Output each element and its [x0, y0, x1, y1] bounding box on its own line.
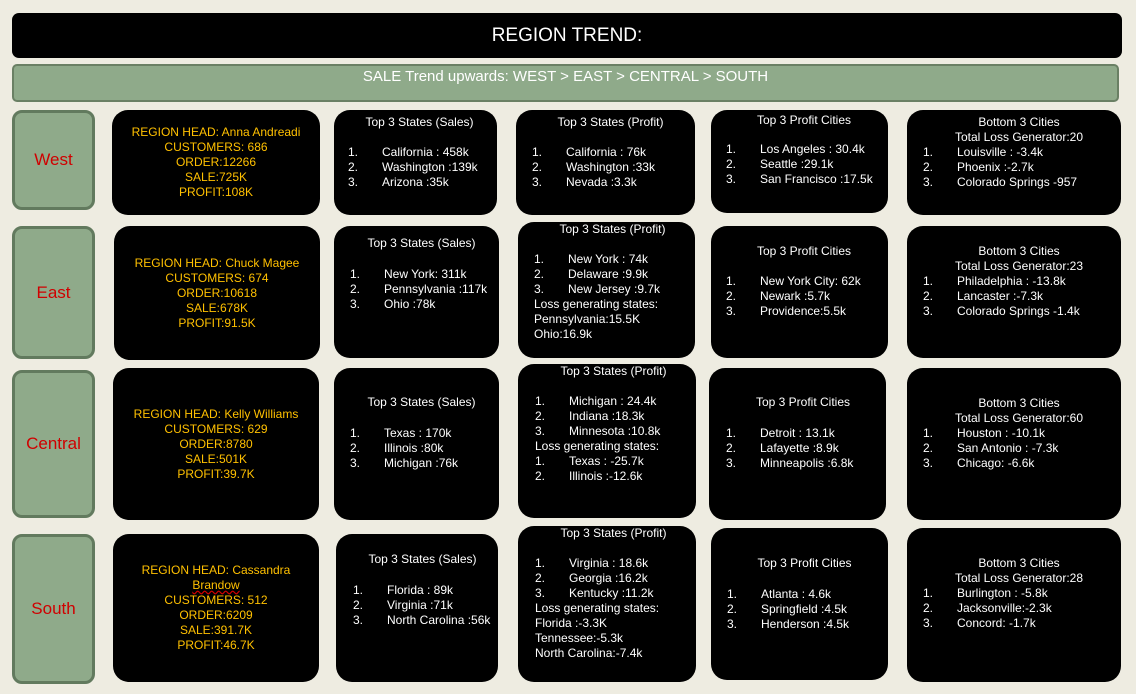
list-number: 3. — [726, 172, 737, 186]
ranked-list — [353, 583, 492, 628]
region-head-card-central — [113, 368, 319, 520]
list-item-text: Jacksonville:-2.3k — [957, 601, 1052, 615]
card-title: Top 3 Profit Cities — [755, 395, 851, 409]
bottom-cities-card-east — [907, 226, 1121, 358]
list-number: 2. — [350, 282, 361, 296]
list-item-text: Illinois :80k — [384, 441, 444, 455]
list-item-text: Kentucky :11.2k — [569, 586, 654, 600]
ranked-list — [535, 556, 692, 601]
list-item-text: Nevada :3.3k — [566, 175, 637, 189]
list-item — [350, 456, 493, 471]
list-number: 2. — [726, 289, 737, 303]
customers-count: CUSTOMERS: 674 — [165, 270, 269, 285]
list-item — [535, 424, 692, 439]
list-item — [923, 160, 1115, 175]
region-head-name: REGION HEAD: Kelly Williams — [133, 406, 299, 421]
list-item — [923, 145, 1115, 160]
list-item-text: Ohio :78k — [384, 297, 436, 311]
list-item-text: New Jersey :9.7k — [568, 282, 661, 296]
list-item-text: Seattle :29.1k — [760, 157, 834, 171]
list-number: 1. — [726, 426, 737, 440]
list-number: 3. — [534, 282, 545, 296]
list-item — [348, 160, 491, 175]
list-number: 1. — [350, 426, 361, 440]
list-item — [353, 583, 492, 598]
region-label-west — [12, 110, 95, 210]
list-item — [535, 409, 692, 424]
list-item — [350, 426, 493, 441]
region-head-card-west — [112, 110, 320, 215]
list-number: 2. — [353, 598, 364, 612]
sale-trend-banner — [12, 64, 1119, 102]
order-count: ORDER:12266 — [175, 155, 257, 169]
list-item-text: Washington :139k — [382, 160, 478, 174]
region-name: Central — [26, 434, 81, 453]
bottom-cities-card-central — [907, 368, 1121, 520]
list-number: 1. — [350, 267, 361, 281]
list-number: 1. — [923, 274, 934, 288]
list-item — [726, 456, 880, 471]
list-number: 3. — [727, 617, 738, 631]
list-item — [923, 601, 1115, 616]
list-item — [535, 556, 692, 571]
list-item — [350, 297, 493, 312]
list-item-text: Lancaster :-7.3k — [957, 289, 1044, 303]
list-number: 3. — [923, 175, 934, 189]
region-head-name-cont: Brandow — [192, 578, 240, 592]
list-item-text: Texas : -25.7k — [569, 454, 644, 468]
list-item — [923, 616, 1115, 631]
list-item-text: Phoenix :-2.7k — [957, 160, 1034, 174]
list-item — [535, 586, 692, 601]
list-item — [923, 586, 1115, 601]
list-number: 1. — [353, 583, 364, 597]
list-number: 2. — [727, 602, 738, 616]
list-number: 1. — [348, 145, 359, 159]
list-number: 2. — [923, 441, 934, 455]
card-title: Top 3 States (Sales) — [365, 115, 474, 129]
ranked-list — [532, 145, 689, 190]
list-number: 1. — [923, 426, 934, 440]
region-name: East — [36, 282, 71, 302]
ranked-list — [348, 145, 491, 190]
loss-generator-count: Total Loss Generator:20 — [954, 130, 1084, 144]
list-item — [923, 289, 1115, 304]
list-item — [535, 571, 692, 586]
list-item-text: Louisville : -3.4k — [957, 145, 1044, 159]
list-item-text: Colorado Springs -957 — [957, 175, 1078, 189]
list-item-text: Atlanta : 4.6k — [761, 587, 832, 601]
ranked-list — [923, 426, 1115, 471]
profit-value: PROFIT:39.7K — [177, 466, 255, 481]
list-item — [532, 145, 689, 160]
list-item-text: Florida : 89k — [387, 583, 454, 597]
loss-generator-count: Total Loss Generator:28 — [954, 571, 1084, 585]
card-title: Top 3 States (Sales) — [368, 552, 477, 566]
list-number: 1. — [726, 274, 737, 288]
list-item-text: Burlington : -5.8k — [957, 586, 1048, 600]
ranked-list — [726, 426, 880, 471]
list-item — [534, 252, 691, 267]
list-item-text: Philadelphia : -13.8k — [957, 274, 1066, 288]
list-item-text: New York : 74k — [568, 252, 649, 266]
top-profit-cities-card-central — [709, 368, 886, 520]
list-item — [923, 441, 1115, 456]
list-number: 1. — [726, 142, 737, 156]
list-number: 1. — [535, 394, 546, 408]
list-number: 1. — [727, 587, 738, 601]
card-title: Top 3 States (Profit) — [559, 222, 666, 236]
list-item-text: Delaware :9.9k — [568, 267, 649, 281]
order-count: ORDER:8780 — [179, 436, 253, 451]
list-number: 3. — [350, 297, 361, 311]
list-item-text: Washington :33k — [566, 160, 655, 174]
top-profit-cities-card-west — [711, 110, 888, 213]
sale-value: SALE:678K — [185, 300, 249, 315]
card-title: Bottom 3 Cities — [978, 556, 1060, 570]
list-item-text: New York City: 62k — [760, 274, 861, 288]
top-states-profit-card-west — [516, 110, 695, 215]
card-title: Bottom 3 Cities — [978, 244, 1060, 258]
list-item-text: Detroit : 13.1k — [760, 426, 835, 440]
list-number: 2. — [923, 601, 934, 615]
page-title-text: REGION TREND: — [491, 24, 643, 46]
list-item-text: Michigan :76k — [384, 456, 459, 470]
top-states-sales-card-west — [334, 110, 497, 215]
list-item-text: New York: 311k — [384, 267, 467, 281]
loss-states-label: Loss generating states: — [535, 601, 660, 615]
list-number: 2. — [726, 157, 737, 171]
customers-count: CUSTOMERS: 686 — [164, 140, 268, 154]
profit-value: PROFIT:91.5K — [178, 315, 256, 330]
list-item — [353, 598, 492, 613]
list-item — [726, 426, 880, 441]
list-item — [727, 617, 882, 632]
card-title: Top 3 States (Profit) — [557, 115, 664, 129]
list-item — [726, 274, 882, 289]
card-title: Top 3 Profit Cities — [757, 556, 852, 570]
list-item-text: Arizona :35k — [382, 175, 449, 189]
loss-state: Tennessee:-5.3k — [535, 631, 624, 645]
list-item — [727, 587, 882, 602]
list-number: 1. — [534, 252, 545, 266]
list-item-text: Georgia :16.2k — [569, 571, 648, 585]
loss-state: Ohio:16.9k — [534, 327, 593, 341]
list-number: 2. — [350, 441, 361, 455]
card-title: Top 3 Profit Cities — [756, 113, 852, 127]
list-number: 3. — [532, 175, 543, 189]
top-states-sales-card-south — [336, 534, 498, 682]
list-item-text: Indiana :18.3k — [569, 409, 645, 423]
order-count: ORDER:6209 — [179, 608, 253, 622]
list-number: 3. — [923, 456, 934, 470]
list-item-text: Los Angeles : 30.4k — [760, 142, 865, 156]
card-title: Bottom 3 Cities — [978, 115, 1060, 129]
list-item-text: Virginia : 18.6k — [569, 556, 649, 570]
list-item-text: Henderson :4.5k — [761, 617, 850, 631]
sale-value: SALE:725K — [184, 170, 248, 184]
list-item — [350, 267, 493, 282]
list-item — [726, 142, 882, 157]
ranked-list — [350, 426, 493, 471]
list-number: 3. — [726, 304, 737, 318]
list-number: 2. — [535, 571, 546, 585]
page-title — [12, 13, 1122, 58]
list-item-text: Springfield :4.5k — [761, 602, 848, 616]
region-head-card-south — [113, 534, 319, 682]
bottom-cities-card-west — [907, 110, 1121, 215]
list-item-text: Newark :5.7k — [760, 289, 831, 303]
list-item-text: North Carolina :56k — [387, 613, 491, 627]
list-number: 3. — [535, 424, 546, 438]
list-number: 2. — [348, 160, 359, 174]
order-count: ORDER:10618 — [176, 285, 258, 300]
region-head-name: REGION HEAD: Cassandra — [141, 563, 291, 577]
list-item — [923, 274, 1115, 289]
top-profit-cities-card-south — [711, 528, 888, 680]
list-number: 1. — [532, 145, 543, 159]
profit-value: PROFIT:46.7K — [177, 638, 255, 652]
list-item — [726, 441, 880, 456]
list-number: 1. — [923, 586, 934, 600]
top-states-profit-card-central — [518, 364, 696, 518]
list-number: 2. — [726, 441, 737, 455]
list-number: 2. — [534, 267, 545, 281]
list-item — [535, 394, 692, 409]
list-item-text: Lafayette :8.9k — [760, 441, 839, 455]
list-number: 3. — [923, 304, 934, 318]
ranked-list — [923, 274, 1115, 319]
list-item — [348, 145, 491, 160]
loss-generator-count: Total Loss Generator:23 — [954, 259, 1084, 273]
customers-count: CUSTOMERS: 629 — [164, 421, 268, 436]
customers-count: CUSTOMERS: 512 — [164, 593, 268, 607]
list-item-text: California : 458k — [382, 145, 469, 159]
list-item-text: Illinois :-12.6k — [569, 469, 643, 483]
region-label-south — [12, 534, 95, 684]
bottom-cities-card-south — [907, 528, 1121, 682]
list-number: 3. — [923, 616, 934, 630]
card-title: Bottom 3 Cities — [978, 396, 1060, 410]
list-item-text: Michigan : 24.4k — [569, 394, 657, 408]
card-title: Top 3 Profit Cities — [756, 244, 852, 258]
top-states-sales-card-east — [334, 226, 499, 358]
profit-value: PROFIT:108K — [178, 185, 254, 199]
list-item — [532, 160, 689, 175]
ranked-list — [726, 274, 882, 319]
list-number: 1. — [535, 556, 546, 570]
card-title: Top 3 States (Profit) — [560, 364, 667, 378]
list-item — [923, 456, 1115, 471]
region-head-card-east — [114, 226, 320, 360]
top-states-profit-card-south — [518, 526, 696, 682]
list-item-text: Providence:5.5k — [760, 304, 847, 318]
list-item-text: Houston : -10.1k — [957, 426, 1046, 440]
sale-value: SALE:501K — [184, 451, 248, 466]
list-number: 2. — [923, 289, 934, 303]
loss-states-label: Loss generating states: — [535, 439, 660, 453]
region-head-name: REGION HEAD: Anna Andreadi — [131, 125, 301, 139]
list-item-text: Chicago: -6.6k — [957, 456, 1035, 470]
ranked-list — [923, 145, 1115, 190]
list-item-text: Pennsylvania :117k — [384, 282, 488, 296]
list-item-text: Minnesota :10.8k — [569, 424, 661, 438]
list-number: 3. — [353, 613, 364, 627]
region-head-name: REGION HEAD: Chuck Magee — [134, 255, 300, 270]
top-states-sales-card-central — [334, 368, 499, 520]
list-item — [534, 282, 691, 297]
region-label-east — [12, 226, 95, 359]
list-item-text: Colorado Springs -1.4k — [957, 304, 1080, 318]
list-item-text: California : 76k — [566, 145, 647, 159]
loss-generator-count: Total Loss Generator:60 — [954, 411, 1084, 425]
list-item — [532, 175, 689, 190]
list-item-text: Concord: -1.7k — [957, 616, 1036, 630]
list-number: 3. — [726, 456, 737, 470]
list-item — [726, 172, 882, 187]
list-number: 1. — [535, 454, 546, 468]
list-item-text: San Francisco :17.5k — [760, 172, 873, 186]
list-item-text: San Antonio : -7.3k — [957, 441, 1059, 455]
list-item — [726, 304, 882, 319]
list-number: 2. — [535, 469, 546, 483]
list-number: 2. — [535, 409, 546, 423]
list-item — [923, 426, 1115, 441]
region-name: South — [31, 599, 76, 618]
top-states-profit-card-east — [518, 222, 695, 358]
ranked-list — [726, 142, 882, 187]
loss-states-label: Loss generating states: — [534, 297, 659, 311]
list-item-text: Minneapolis :6.8k — [760, 456, 854, 470]
top-profit-cities-card-east — [711, 226, 888, 358]
loss-states-list — [535, 454, 692, 484]
ranked-list — [535, 394, 692, 439]
card-title: Top 3 States (Sales) — [367, 236, 476, 250]
list-item-text: Texas : 170k — [384, 426, 452, 440]
list-item — [726, 157, 882, 172]
list-item — [348, 175, 491, 190]
sale-value: SALE:391.7K — [179, 623, 253, 637]
list-item — [727, 602, 882, 617]
card-title: Top 3 States (Sales) — [367, 395, 476, 409]
list-item — [535, 454, 692, 469]
region-name: West — [34, 150, 73, 169]
loss-state: Florida :-3.3K — [535, 616, 608, 630]
list-number: 3. — [348, 175, 359, 189]
list-item-text: Virginia :71k — [387, 598, 453, 612]
list-item — [923, 304, 1115, 319]
ranked-list — [727, 587, 882, 632]
list-item — [535, 469, 692, 484]
list-number: 3. — [350, 456, 361, 470]
list-item — [350, 441, 493, 456]
list-item — [923, 175, 1115, 190]
list-item — [350, 282, 493, 297]
ranked-list — [923, 586, 1115, 631]
region-label-central — [12, 370, 95, 518]
card-title: Top 3 States (Profit) — [560, 526, 667, 540]
list-item — [353, 613, 492, 628]
list-item — [534, 267, 691, 282]
list-number: 3. — [535, 586, 546, 600]
loss-state: Pennsylvania:15.5K — [534, 312, 641, 326]
loss-state: North Carolina:-7.4k — [535, 646, 643, 660]
list-number: 2. — [532, 160, 543, 174]
list-number: 1. — [923, 145, 934, 159]
ranked-list — [350, 267, 493, 312]
sale-trend-text: SALE Trend upwards: WEST > EAST > CENTRAL > SOUTH — [362, 68, 769, 85]
list-number: 2. — [923, 160, 934, 174]
ranked-list — [534, 252, 691, 297]
list-item — [726, 289, 882, 304]
